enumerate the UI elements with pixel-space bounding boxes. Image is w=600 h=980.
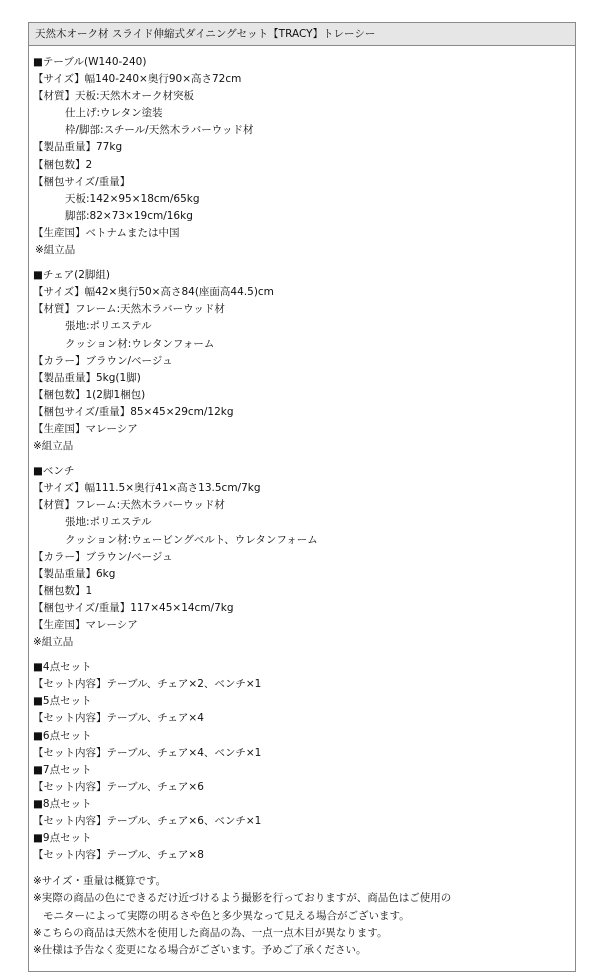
spec-line: ※組立品	[33, 440, 74, 453]
spec-line: 【製品重量】5kg(1脚)	[33, 371, 141, 384]
notes-section	[33, 873, 575, 958]
spec-line: 【生産国】マレーシア	[33, 619, 138, 631]
spec-table	[28, 22, 576, 972]
spec-heading: ■テーブル(W140-240)	[33, 56, 147, 68]
spec-line: クッション材:ウェービングベルト、ウレタンフォーム	[65, 533, 318, 546]
note-line: ※こちらの商品は天然木を使用した商品の為、一点一点木目が異なります。	[33, 926, 388, 939]
spec-line: 張地:ポリエステル	[65, 320, 152, 333]
spec-heading: ■8点セット	[33, 797, 92, 810]
chair-spec-section	[33, 267, 575, 455]
spec-heading: ■7点セット	[33, 763, 92, 776]
spec-line: 【製品重量】6kg	[33, 567, 116, 580]
spec-line: 【セット内容】テーブル、チェア×8	[33, 849, 204, 862]
spec-line: クッション材:ウレタンフォーム	[65, 337, 215, 350]
note-line: モニターによって実際の明るさや色と多少異なって見える場合がございます。	[43, 909, 410, 922]
spec-line: 【セット内容】テーブル、チェア×6、ベンチ×1	[33, 815, 262, 828]
spec-heading: ■9点セット	[33, 832, 92, 845]
spec-line: 【セット内容】テーブル、チェア×4、ベンチ×1	[33, 746, 262, 759]
spec-line: 張地:ポリエステル	[65, 516, 152, 529]
product-title: 天然木オーク材 スライド伸縮式ダイニングセット【TRACY】トレーシー	[35, 28, 376, 40]
spec-line: 【材質】フレーム:天然木ラバーウッド材	[33, 303, 225, 316]
spec-line: 【セット内容】テーブル、チェア×4	[33, 712, 204, 725]
spec-body	[29, 46, 575, 959]
spec-line: 【カラー】ブラウン/ベージュ	[33, 354, 173, 367]
spec-line: 【生産国】マレーシア	[33, 422, 138, 435]
spec-line: 【セット内容】テーブル、チェア×2、ベンチ×1	[33, 678, 262, 691]
spec-line: 【梱包サイズ/重量】117×45×14cm/7kg	[33, 601, 234, 614]
spec-line: 【サイズ】幅140-240×奥行90×高さ72cm	[33, 73, 242, 86]
spec-heading: ■5点セット	[33, 695, 92, 708]
spec-line: 脚部:82×73×19cm/16kg	[65, 209, 193, 222]
spec-line: 【材質】フレーム:天然木ラバーウッド材	[33, 499, 225, 512]
note-line: ※仕様は予告なく変更になる場合がございます。予めご了承ください。	[33, 943, 367, 956]
spec-line: 枠/脚部:スチール/天然木ラバーウッド材	[65, 124, 254, 137]
spec-heading: ■ベンチ	[33, 465, 75, 478]
spec-heading: ■4点セット	[33, 661, 92, 674]
spec-line: 【梱包数】2	[33, 158, 93, 171]
spec-line: 【生産国】ベトナムまたは中国	[33, 226, 180, 239]
note-line: ※実際の商品の色にできるだけ近づけるよう撮影を行っておりますが、商品色はご使用の	[33, 892, 452, 905]
spec-line: 【梱包数】1	[33, 584, 93, 597]
bench-spec-section	[33, 463, 575, 651]
spec-line: 【セット内容】テーブル、チェア×6	[33, 780, 204, 793]
spec-line: 【材質】天板:天然木オーク材突板	[33, 90, 195, 103]
note-line: ※サイズ・重量は概算です。	[33, 875, 167, 888]
spec-line: 仕上げ:ウレタン塗装	[65, 107, 163, 120]
spec-heading: ■6点セット	[33, 729, 92, 742]
spec-line: 【サイズ】幅42×奥行50×高さ84(座面高44.5)cm	[33, 286, 274, 299]
spec-line: 【サイズ】幅111.5×奥行41×高さ13.5cm/7kg	[33, 482, 261, 495]
spec-heading: ■チェア(2脚組)	[33, 269, 110, 282]
set-contents-section	[33, 659, 575, 864]
table-spec-section	[33, 54, 575, 259]
spec-line: 【梱包数】1(2脚1梱包)	[33, 388, 146, 401]
spec-line: 【カラー】ブラウン/ベージュ	[33, 550, 173, 563]
spec-header	[29, 23, 575, 46]
spec-line: 【製品重量】77kg	[33, 141, 123, 154]
spec-line: 天板:142×95×18cm/65kg	[65, 192, 200, 205]
spec-line: ※組立品	[35, 244, 76, 257]
spec-line: ※組立品	[33, 636, 74, 649]
spec-line: 【梱包サイズ/重量】	[33, 175, 131, 188]
spec-line: 【梱包サイズ/重量】85×45×29cm/12kg	[33, 405, 234, 418]
